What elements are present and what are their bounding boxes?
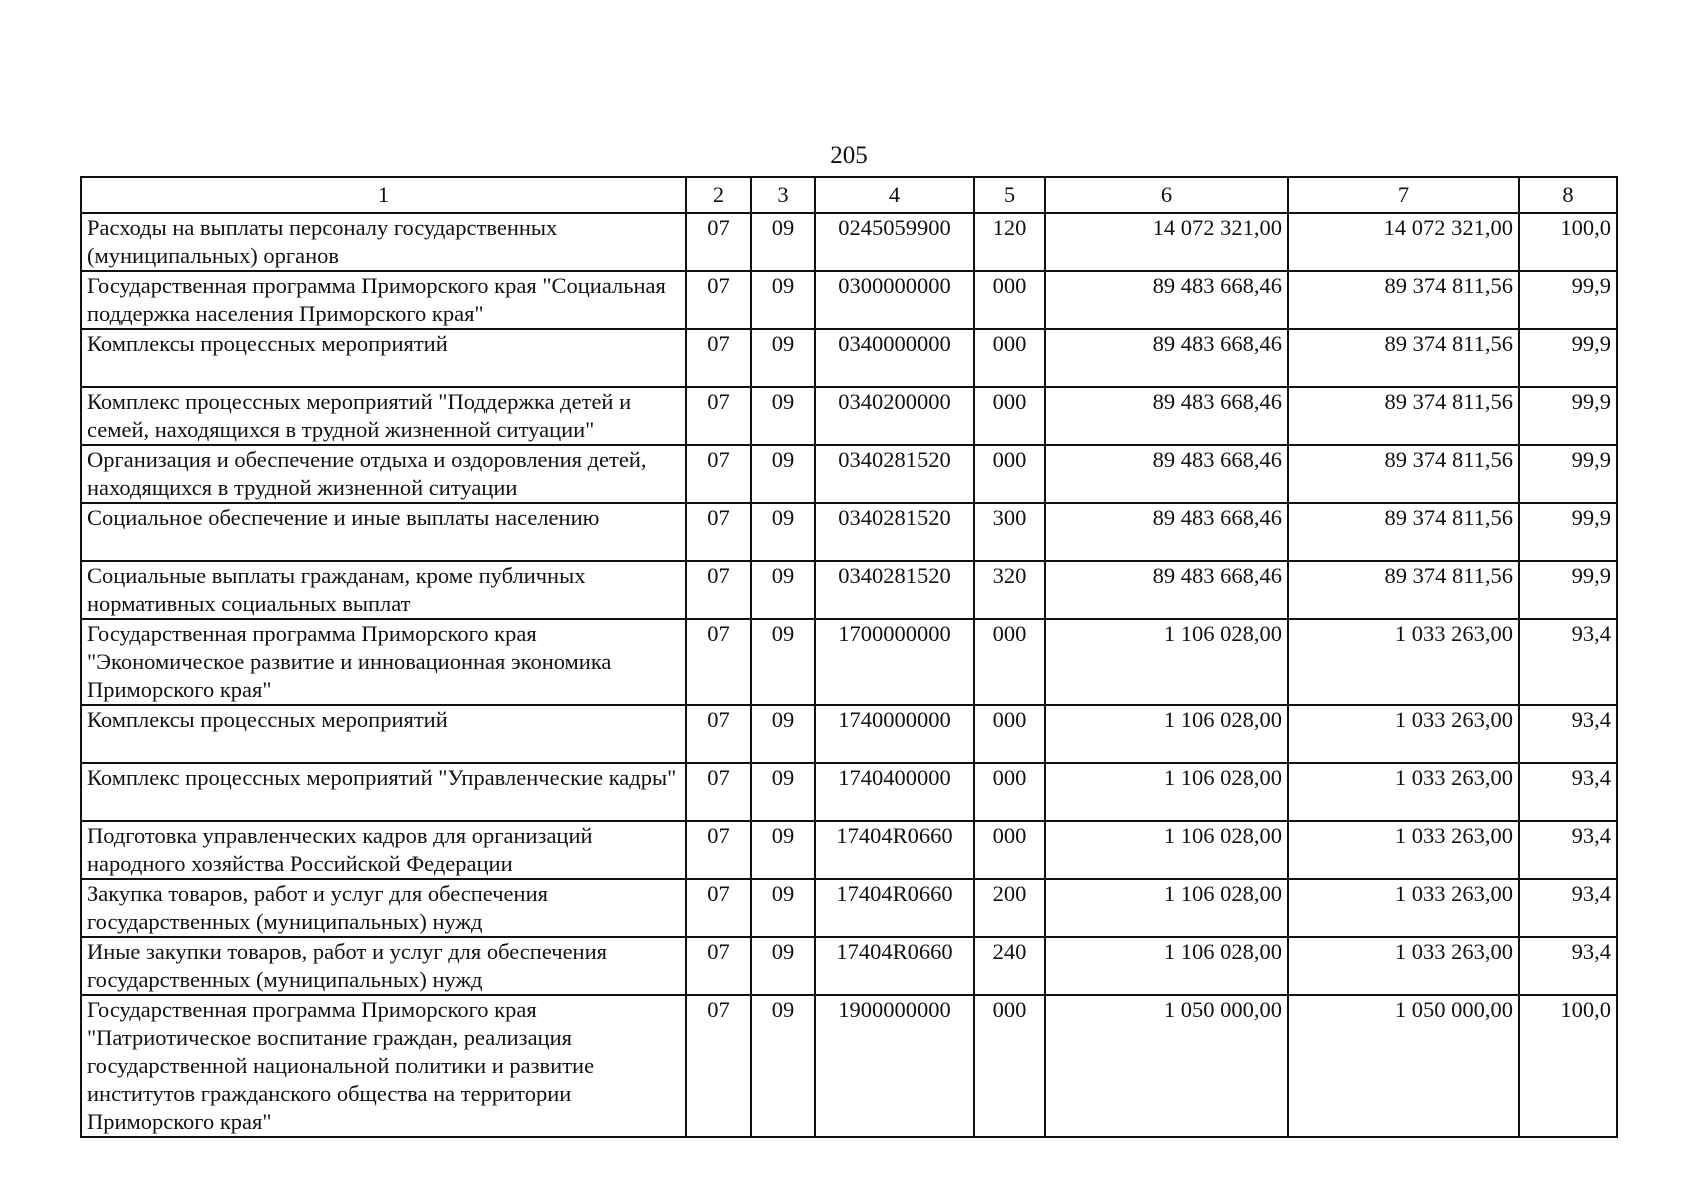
row-plan-amount: 1 106 028,00 — [1045, 879, 1288, 937]
row-target-code: 0245059900 — [815, 213, 974, 271]
row-subsection: 09 — [751, 995, 815, 1137]
table-row — [81, 329, 1617, 387]
row-section: 07 — [686, 821, 751, 879]
page-number: 205 — [830, 142, 868, 169]
row-expense-type: 000 — [974, 619, 1045, 705]
row-actual-amount: 14 072 321,00 — [1288, 213, 1519, 271]
row-percent: 93,4 — [1519, 879, 1617, 937]
row-expense-type: 300 — [974, 503, 1045, 561]
row-name: Подготовка управленческих кадров для организаций народного хозяйства Российской Федерации — [81, 821, 686, 879]
row-percent: 99,9 — [1519, 387, 1617, 445]
row-percent: 99,9 — [1519, 503, 1617, 561]
table-row — [81, 619, 1617, 705]
row-name: Расходы на выплаты персоналу государственных (муниципальных) органов — [81, 213, 686, 271]
row-subsection: 09 — [751, 329, 815, 387]
row-subsection: 09 — [751, 445, 815, 503]
row-percent: 100,0 — [1519, 995, 1617, 1137]
row-subsection: 09 — [751, 821, 815, 879]
row-name: Иные закупки товаров, работ и услуг для обеспечения государственных (муниципальных) нужд — [81, 937, 686, 995]
row-target-code: 0340000000 — [815, 329, 974, 387]
row-actual-amount: 1 033 263,00 — [1288, 879, 1519, 937]
column-header: 2 — [686, 177, 751, 213]
row-target-code: 0300000000 — [815, 271, 974, 329]
row-expense-type: 000 — [974, 271, 1045, 329]
row-percent: 100,0 — [1519, 213, 1617, 271]
row-subsection: 09 — [751, 213, 815, 271]
row-plan-amount: 89 483 668,46 — [1045, 271, 1288, 329]
table-row — [81, 387, 1617, 445]
row-section: 07 — [686, 503, 751, 561]
column-header: 5 — [974, 177, 1045, 213]
row-plan-amount: 14 072 321,00 — [1045, 213, 1288, 271]
row-plan-amount: 89 483 668,46 — [1045, 561, 1288, 619]
row-percent: 99,9 — [1519, 561, 1617, 619]
table-row — [81, 561, 1617, 619]
table-row — [81, 937, 1617, 995]
table-row — [81, 879, 1617, 937]
row-plan-amount: 1 106 028,00 — [1045, 937, 1288, 995]
row-target-code: 1700000000 — [815, 619, 974, 705]
row-subsection: 09 — [751, 619, 815, 705]
row-subsection: 09 — [751, 503, 815, 561]
row-expense-type: 320 — [974, 561, 1045, 619]
row-actual-amount: 89 374 811,56 — [1288, 445, 1519, 503]
row-percent: 93,4 — [1519, 619, 1617, 705]
table-body — [81, 213, 1617, 1137]
table-row — [81, 821, 1617, 879]
table-row — [81, 271, 1617, 329]
header-row — [81, 177, 1617, 213]
row-expense-type: 000 — [974, 705, 1045, 763]
row-subsection: 09 — [751, 271, 815, 329]
row-actual-amount: 1 033 263,00 — [1288, 821, 1519, 879]
row-percent: 99,9 — [1519, 271, 1617, 329]
row-actual-amount: 1 050 000,00 — [1288, 995, 1519, 1137]
row-actual-amount: 89 374 811,56 — [1288, 329, 1519, 387]
row-expense-type: 240 — [974, 937, 1045, 995]
row-subsection: 09 — [751, 763, 815, 821]
row-actual-amount: 89 374 811,56 — [1288, 271, 1519, 329]
row-name: Государственная программа Приморского края "Социальная поддержка населения Приморского края" — [81, 271, 686, 329]
row-name: Социальные выплаты гражданам, кроме публичных нормативных социальных выплат — [81, 561, 686, 619]
row-plan-amount: 89 483 668,46 — [1045, 329, 1288, 387]
row-name: Государственная программа Приморского края "Патриотическое воспитание граждан, реализация государственной национальной политики и развитие институтов гражданского общества на территории Приморского края" — [81, 995, 686, 1137]
row-name: Социальное обеспечение и иные выплаты населению — [81, 503, 686, 561]
row-target-code: 17404R0660 — [815, 879, 974, 937]
row-section: 07 — [686, 937, 751, 995]
row-target-code: 0340281520 — [815, 503, 974, 561]
column-header: 8 — [1519, 177, 1617, 213]
row-actual-amount: 1 033 263,00 — [1288, 763, 1519, 821]
row-percent: 93,4 — [1519, 705, 1617, 763]
row-actual-amount: 89 374 811,56 — [1288, 561, 1519, 619]
row-name: Закупка товаров, работ и услуг для обеспечения государственных (муниципальных) нужд — [81, 879, 686, 937]
row-section: 07 — [686, 705, 751, 763]
row-plan-amount: 1 106 028,00 — [1045, 821, 1288, 879]
row-expense-type: 000 — [974, 821, 1045, 879]
row-target-code: 1900000000 — [815, 995, 974, 1137]
row-subsection: 09 — [751, 561, 815, 619]
row-percent: 93,4 — [1519, 821, 1617, 879]
row-section: 07 — [686, 387, 751, 445]
budget-table — [80, 176, 1618, 1138]
row-name: Комплексы процессных мероприятий — [81, 329, 686, 387]
table-row — [81, 445, 1617, 503]
row-section: 07 — [686, 995, 751, 1137]
table-row — [81, 763, 1617, 821]
column-header: 4 — [815, 177, 974, 213]
row-section: 07 — [686, 445, 751, 503]
row-section: 07 — [686, 213, 751, 271]
row-expense-type: 000 — [974, 763, 1045, 821]
row-subsection: 09 — [751, 387, 815, 445]
row-plan-amount: 1 106 028,00 — [1045, 763, 1288, 821]
row-plan-amount: 1 106 028,00 — [1045, 705, 1288, 763]
row-actual-amount: 1 033 263,00 — [1288, 937, 1519, 995]
row-name: Комплексы процессных мероприятий — [81, 705, 686, 763]
row-expense-type: 000 — [974, 387, 1045, 445]
row-plan-amount: 89 483 668,46 — [1045, 387, 1288, 445]
row-actual-amount: 89 374 811,56 — [1288, 387, 1519, 445]
row-actual-amount: 1 033 263,00 — [1288, 705, 1519, 763]
column-header: 7 — [1288, 177, 1519, 213]
row-percent: 99,9 — [1519, 445, 1617, 503]
row-name: Комплекс процессных мероприятий "Поддержка детей и семей, находящихся в трудной жизненной ситуации" — [81, 387, 686, 445]
row-section: 07 — [686, 619, 751, 705]
row-subsection: 09 — [751, 937, 815, 995]
row-expense-type: 000 — [974, 329, 1045, 387]
table-row — [81, 705, 1617, 763]
column-header: 6 — [1045, 177, 1288, 213]
row-expense-type: 200 — [974, 879, 1045, 937]
table-row — [81, 213, 1617, 271]
row-actual-amount: 1 033 263,00 — [1288, 619, 1519, 705]
row-section: 07 — [686, 879, 751, 937]
row-section: 07 — [686, 329, 751, 387]
row-target-code: 17404R0660 — [815, 821, 974, 879]
row-target-code: 17404R0660 — [815, 937, 974, 995]
row-target-code: 1740400000 — [815, 763, 974, 821]
row-section: 07 — [686, 271, 751, 329]
row-expense-type: 000 — [974, 995, 1045, 1137]
row-percent: 99,9 — [1519, 329, 1617, 387]
row-target-code: 0340200000 — [815, 387, 974, 445]
row-percent: 93,4 — [1519, 937, 1617, 995]
row-target-code: 0340281520 — [815, 561, 974, 619]
row-subsection: 09 — [751, 705, 815, 763]
row-actual-amount: 89 374 811,56 — [1288, 503, 1519, 561]
row-name: Государственная программа Приморского края "Экономическое развитие и инновационная экономика Приморского края" — [81, 619, 686, 705]
row-subsection: 09 — [751, 879, 815, 937]
column-header: 1 — [81, 177, 686, 213]
row-section: 07 — [686, 763, 751, 821]
row-plan-amount: 1 106 028,00 — [1045, 619, 1288, 705]
row-target-code: 1740000000 — [815, 705, 974, 763]
row-section: 07 — [686, 561, 751, 619]
row-target-code: 0340281520 — [815, 445, 974, 503]
column-header: 3 — [751, 177, 815, 213]
row-plan-amount: 89 483 668,46 — [1045, 445, 1288, 503]
row-plan-amount: 89 483 668,46 — [1045, 503, 1288, 561]
row-name: Комплекс процессных мероприятий "Управленческие кадры" — [81, 763, 686, 821]
row-name: Организация и обеспечение отдыха и оздоровления детей, находящихся в трудной жизненной ситуации — [81, 445, 686, 503]
row-percent: 93,4 — [1519, 763, 1617, 821]
table-row — [81, 503, 1617, 561]
row-expense-type: 120 — [974, 213, 1045, 271]
row-expense-type: 000 — [974, 445, 1045, 503]
row-plan-amount: 1 050 000,00 — [1045, 995, 1288, 1137]
table-row — [81, 995, 1617, 1137]
